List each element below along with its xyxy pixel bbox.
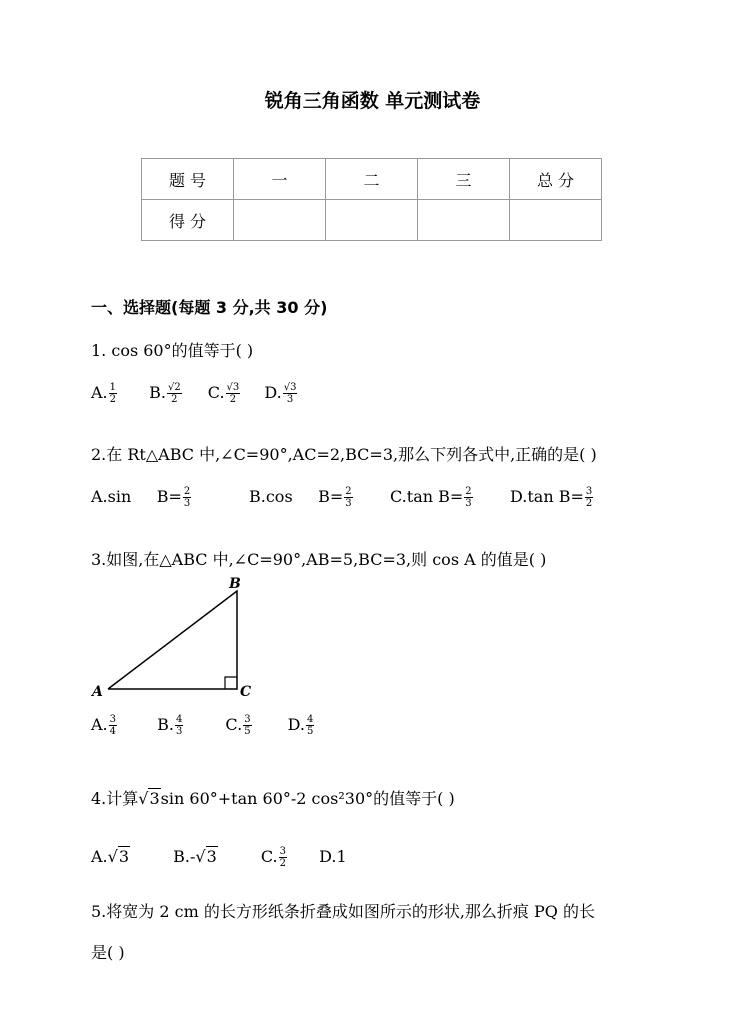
option-b[interactable]: B.-√3 xyxy=(173,847,217,866)
question-3-options xyxy=(91,714,315,737)
vertex-label-b: B xyxy=(229,576,241,592)
question-3-stem: 3.如图,在△ABC 中,∠C=90°,AB=5,BC=3,则 cos A 的值是( ) xyxy=(91,550,547,569)
table-cell: 二 xyxy=(326,159,418,200)
option-c[interactable]: C. $\frac{3}{5}$ xyxy=(225,714,251,737)
option-b[interactable]: B.cos B= $\frac{2}{3}$ xyxy=(249,486,352,509)
right-angle-mark xyxy=(225,677,237,689)
question-4-options xyxy=(91,846,347,869)
score-table xyxy=(141,158,602,241)
option-a[interactable]: A.sin B= $\frac{2}{3}$ xyxy=(91,486,191,509)
question-5-line-2: 是( ) xyxy=(91,943,125,962)
option-b[interactable]: B. $\frac{4}{3}$ xyxy=(157,714,183,737)
table-cell: 总 分 xyxy=(510,159,602,200)
option-a[interactable]: A.√3 xyxy=(91,847,130,866)
question-2-stem: 2.在 Rt△ABC 中,∠C=90°,AC=2,BC=3,那么下列各式中,正确的是( ) xyxy=(91,445,597,464)
score-input-cell[interactable] xyxy=(234,200,326,241)
question-1-stem: 1. cos 60°的值等于( ) xyxy=(91,341,254,360)
question-5-line-1: 5.将宽为 2 cm 的长方形纸条折叠成如图所示的形状,那么折痕 PQ 的长 xyxy=(91,902,595,921)
table-cell: 题 号 xyxy=(142,159,234,200)
vertex-label-a: A xyxy=(92,684,103,700)
question-1-options xyxy=(91,382,298,405)
table-cell: 一 xyxy=(234,159,326,200)
option-c[interactable]: C.tan B= $\frac{2}{3}$ xyxy=(390,486,472,509)
option-b[interactable]: B. $\frac{√2}{2}$ xyxy=(149,382,181,405)
option-d[interactable]: D.tan B= $\frac{3}{2}$ xyxy=(510,486,593,509)
option-c[interactable]: C. $\frac{3}{2}$ xyxy=(260,846,286,869)
table-cell: 三 xyxy=(418,159,510,200)
score-input-cell[interactable] xyxy=(326,200,418,241)
vertex-label-c: C xyxy=(240,684,252,700)
triangle-outline xyxy=(108,591,237,689)
question-4-stem: 4.计算√3sin 60°+tan 60°-2 cos²30°的值等于( ) xyxy=(91,789,455,808)
score-input-cell[interactable] xyxy=(510,200,602,241)
score-input-cell[interactable] xyxy=(418,200,510,241)
page-title: 锐角三角函数 单元测试卷 xyxy=(264,90,481,112)
option-d[interactable]: D. $\frac{√3}{3}$ xyxy=(264,382,297,405)
option-a[interactable]: A. $\frac{3}{4}$ xyxy=(91,714,117,737)
option-d[interactable]: D. $\frac{4}{5}$ xyxy=(287,714,314,737)
section-heading: 一、选择题(每题 3 分,共 30 分) xyxy=(91,298,328,317)
option-d[interactable]: D.1 xyxy=(319,847,347,866)
triangle-figure xyxy=(88,572,258,702)
option-c[interactable]: C. $\frac{√3}{2}$ xyxy=(207,382,240,405)
table-row xyxy=(142,200,602,241)
table-row xyxy=(142,159,602,200)
table-cell: 得 分 xyxy=(142,200,234,241)
option-a[interactable]: A. $\frac{1}{2}$ xyxy=(91,382,117,405)
